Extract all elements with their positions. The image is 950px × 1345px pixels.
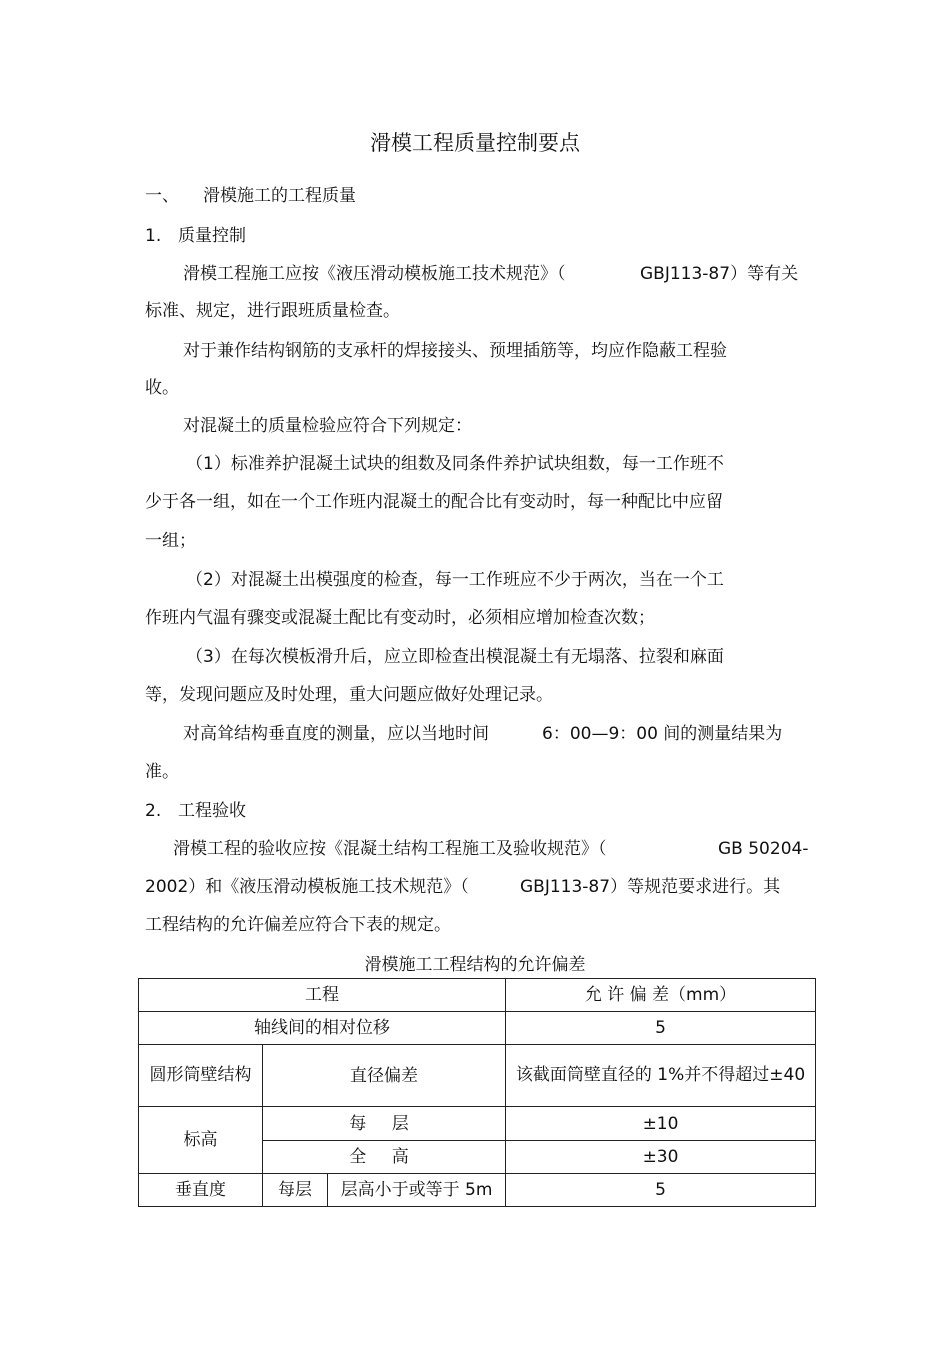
subsection-heading: 工程验收 <box>178 801 246 821</box>
paragraph-text: 准。 <box>145 762 179 782</box>
section-heading-number: 一、 <box>145 186 179 206</box>
verticality-value-cell: 5 <box>506 1174 816 1207</box>
paragraph-text: GBJ113-87）等有关 <box>640 264 799 284</box>
list-item-text: 少于各一组，如在一个工作班内混凝土的配合比有变动时，每一种配比中应留 <box>145 492 723 512</box>
paragraph-text: 工程结构的允许偏差应符合下表的规定。 <box>145 915 451 935</box>
circle-sub-cell: 直径偏差 <box>263 1045 506 1107</box>
circle-label-cell: 圆形筒壁结构 <box>139 1045 263 1107</box>
table-header-row <box>139 979 816 1012</box>
header-item-cell: 工程 <box>139 979 506 1012</box>
paragraph-text: 对混凝土的质量检验应符合下列规定： <box>183 416 472 436</box>
list-item-text: （2）对混凝土出模强度的检查，每一工作班应不少于两次，当在一个工 <box>186 570 724 590</box>
subsection-number: 2. <box>145 801 162 821</box>
subsection-number: 1. <box>145 226 162 246</box>
elevation-label-cell: 标高 <box>139 1107 263 1174</box>
paragraph-text: 标准、规定，进行跟班质量检查。 <box>145 301 400 321</box>
verticality-condition-cell: 层高小于或等于 5m <box>328 1174 506 1207</box>
elevation-value-cell: ±10 <box>506 1107 816 1141</box>
verticality-sub-cell: 每层 <box>263 1174 328 1207</box>
paragraph-text: 收。 <box>145 378 179 398</box>
list-item-text: （1）标准养护混凝土试块的组数及同条件养护试块组数，每一工作班不 <box>186 454 724 474</box>
verticality-label-cell: 垂直度 <box>139 1174 263 1207</box>
subsection-heading: 质量控制 <box>178 226 246 246</box>
table-row <box>139 1012 816 1045</box>
elevation-value-cell: ±30 <box>506 1141 816 1174</box>
paragraph-text: 对高耸结构垂直度的测量，应以当地时间 <box>183 724 489 744</box>
circle-value-cell: 该截面筒壁直径的 1%并不得超过±40 <box>506 1045 816 1107</box>
table-row <box>139 1107 816 1141</box>
paragraph-text: 2002）和《液压滑动模板施工技术规范》（ <box>145 877 469 897</box>
paragraph-text: 滑模工程的验收应按《混凝土结构工程施工及验收规范》（ <box>173 839 607 859</box>
list-item-text: （3）在每次模板滑升后，应立即检查出模混凝土有无塌落、拉裂和麻面 <box>186 647 724 667</box>
table-caption: 滑模施工工程结构的允许偏差 <box>364 955 586 975</box>
table-row <box>139 1045 816 1107</box>
tolerance-table <box>138 978 816 1207</box>
paragraph-text: 对于兼作结构钢筋的支承杆的焊接接头、预埋插筋等，均应作隐蔽工程验 <box>183 341 727 361</box>
paragraph-text: 6：00—9：00 间的测量结果为 <box>542 724 783 744</box>
axis-label-cell: 轴线间的相对位移 <box>139 1012 506 1045</box>
table-row <box>139 1174 816 1207</box>
list-item-text: 一组； <box>145 531 196 551</box>
paragraph-text: 滑模工程施工应按《液压滑动模板施工技术规范》（ <box>183 264 566 284</box>
axis-value-cell: 5 <box>506 1012 816 1045</box>
paragraph-text: GB 50204- <box>718 839 809 859</box>
header-tolerance-cell: 允 许 偏 差（mm） <box>506 979 816 1012</box>
list-item-text: 作班内气温有骤变或混凝土配比有变动时，必须相应增加检查次数； <box>145 608 655 628</box>
elevation-sub-cell: 全 高 <box>263 1141 506 1174</box>
elevation-sub-cell: 每 层 <box>263 1107 506 1141</box>
page-title: 滑模工程质量控制要点 <box>370 131 580 155</box>
section-heading: 滑模施工的工程质量 <box>203 186 356 206</box>
paragraph-text: GBJ113-87）等规范要求进行。其 <box>520 877 781 897</box>
list-item-text: 等，发现问题应及时处理，重大问题应做好处理记录。 <box>145 685 553 705</box>
